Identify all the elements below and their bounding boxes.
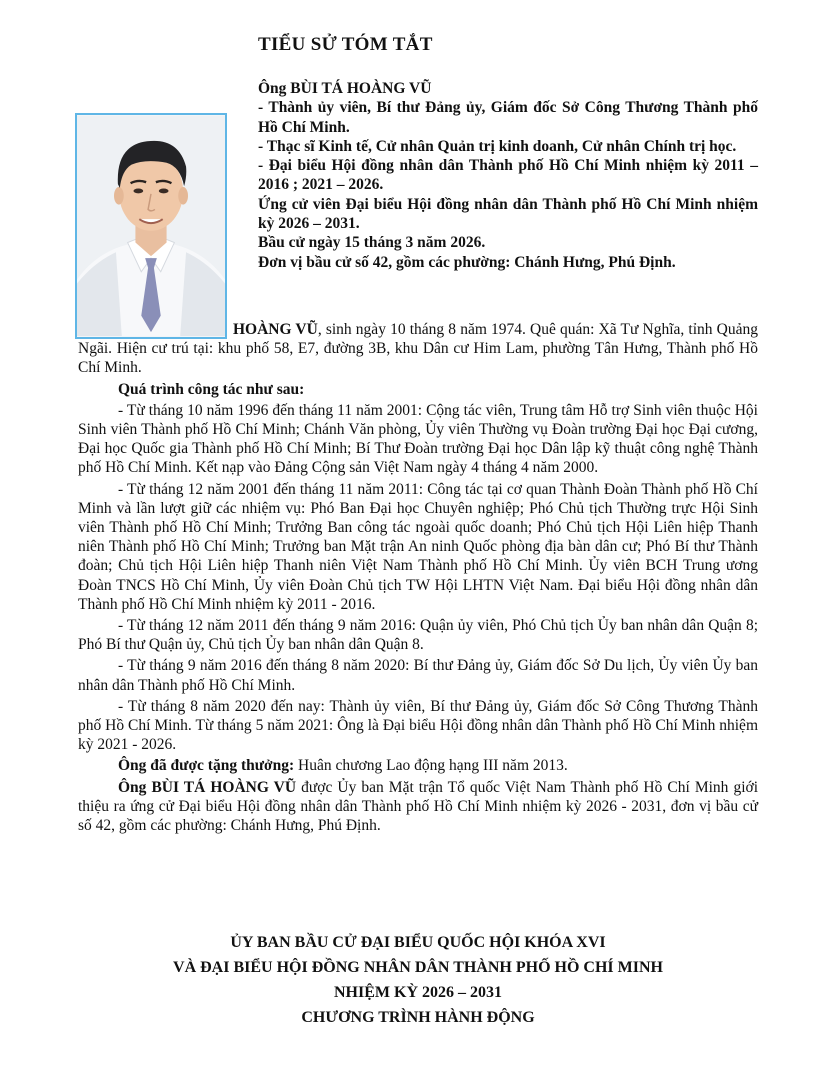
award-label: Ông đã được tặng thưởng: bbox=[118, 757, 295, 775]
footer-line: NHIỆM KỲ 2026 – 2031 bbox=[334, 984, 502, 1001]
career-item: - Từ tháng 9 năm 2016 đến tháng 8 năm 2020: Bí thư Đảng ủy, Giám đốc Sở Du lịch, Ủy viên Ủy ban nhân dân Thành phố Hồ Chí Minh. bbox=[78, 657, 758, 694]
bio-line: Đơn vị bầu cử số 42, gồm các phường: Chánh Hưng, Phú Định. bbox=[258, 253, 676, 271]
award-text: Huân chương Lao động hạng III năm 2013. bbox=[294, 757, 568, 775]
bio-summary bbox=[258, 79, 758, 272]
bio-line: - Thành ủy viên, Bí thư Đảng ủy, Giám đốc Sở Công Thương Thành phố Hồ Chí Minh. bbox=[258, 99, 758, 136]
bio-line: - Đại biểu Hội đồng nhân dân Thành phố Hồ Chí Minh nhiệm kỳ 2011 – 2016 ; 2021 – 2026. bbox=[258, 157, 758, 194]
career-heading: Quá trình công tác như sau: bbox=[118, 380, 305, 398]
career-item: - Từ tháng 10 năm 1996 đến tháng 11 năm 2001: Cộng tác viên, Trung tâm Hỗ trợ Sinh viên thuộc Hội Sinh viên Thành phố Hồ Chí Minh; Chánh Văn phòng, Ủy viên Thường vụ Đoàn trường Đại học Đại cương, Đại học Quốc gia Thành phố Hồ Chí Minh; Bí Thư Đoàn trường Đại học Dân lập kỹ thuật công nghệ Thành phố Hồ Chí Minh. Kết nạp vào Đảng Cộng sản Việt Nam ngày 4 tháng 4 năm 2000. bbox=[78, 401, 758, 477]
career-item: - Từ tháng 12 năm 2011 đến tháng 9 năm 2016: Quận ủy viên, Phó Chủ tịch Ủy ban nhân dân Quận 8; Phó Bí thư Quận ủy, Chủ tịch Ủy ban nhân dân Quận 8. bbox=[78, 617, 758, 654]
intro-paragraph bbox=[78, 320, 758, 378]
career-item: - Từ tháng 12 năm 2001 đến tháng 11 năm 2011: Công tác tại cơ quan Thành Đoàn Thành phố Hồ Chí Minh và lần lượt giữ các nhiệm vụ: Phó Ban Đại học Chuyên nghiệp; Phó Chủ tịch Thường trực Hội Sinh viên Thành phố Hồ Chí Minh; Trưởng Ban công tác ngoài quốc doanh; Phó Chủ tịch Hội Liên hiệp Thanh niên Thành phố Hồ Chí Minh; Trưởng ban Mặt trận An ninh Quốc phòng địa bàn dân cư; Phó Bí thư Thành đoàn; Chủ tịch Hội Liên hiệp Thanh niên Việt Nam Thành phố Hồ Chí Minh. Ủy viên BCH Trung ương Đoàn TNCS Hồ Chí Minh, Ủy viên Đoàn Chủ tịch TW Hội LHTN Việt Nam. Đại biểu Hội đồng nhân dân Thành phố Hồ Chí Minh nhiệm kỳ 2011 - 2016. bbox=[78, 480, 758, 613]
footer-line: CHƯƠNG TRÌNH HÀNH ĐỘNG bbox=[301, 1009, 535, 1026]
career-item: - Từ tháng 8 năm 2020 đến nay: Thành ủy viên, Bí thư Đảng ủy, Giám đốc Sở Công Thương Thành phố Hồ Chí Minh. Từ tháng 5 năm 2021: Ông là Đại biểu Hội đồng nhân dân Thành phố Hồ Chí Minh nhiệm kỳ 2021 - 2026. bbox=[78, 697, 758, 754]
candidate-name: Ông BÙI TÁ HOÀNG VŨ bbox=[258, 80, 432, 97]
award-paragraph bbox=[78, 756, 758, 775]
document-title: TIỂU SỬ TÓM TẮT bbox=[258, 34, 433, 55]
nomination-name: Ông BÙI TÁ HOÀNG VŨ bbox=[118, 778, 297, 796]
portrait-photo bbox=[75, 113, 227, 339]
document-body bbox=[78, 320, 758, 835]
footer-heading bbox=[78, 930, 758, 1030]
footer-line: ỦY BAN BẦU CỬ ĐẠI BIỂU QUỐC HỘI KHÓA XVI bbox=[230, 934, 606, 951]
bio-line: Bầu cử ngày 15 tháng 3 năm 2026. bbox=[258, 234, 486, 252]
bio-line: Ứng cử viên Đại biểu Hội đồng nhân dân Thành phố Hồ Chí Minh nhiệm kỳ 2026 – 2031. bbox=[258, 195, 758, 233]
nomination-paragraph bbox=[78, 778, 758, 836]
intro-name: HOÀNG VŨ bbox=[233, 321, 318, 338]
bio-line: - Thạc sĩ Kinh tế, Cử nhân Quản trị kinh doanh, Cử nhân Chính trị học. bbox=[258, 137, 737, 155]
intro-text: , sinh ngày 10 tháng 8 năm 1974. Quê quán: Xã Tư Nghĩa, tỉnh Quảng Ngãi. Hiện cư trú tại: khu phố 58, E7, đường 3B, khu Dân cư Him Lam, phường Tân Hưng, Thành phố Hồ Chí Minh. bbox=[78, 321, 758, 377]
footer-line: VÀ ĐẠI BIỂU HỘI ĐỒNG NHÂN DÂN THÀNH PHỐ HỒ CHÍ MINH bbox=[173, 959, 663, 976]
nomination-text: được Ủy ban Mặt trận Tổ quốc Việt Nam Thành phố Hồ Chí Minh giới thiệu ra ứng cử Đại biểu Hội đồng nhân dân Thành phố Hồ Chí Minh nhiệm kỳ 2026 - 2031, đơn vị bầu cử số 42, gồm các phường: Chánh Hưng, Phú Định. bbox=[78, 778, 759, 835]
